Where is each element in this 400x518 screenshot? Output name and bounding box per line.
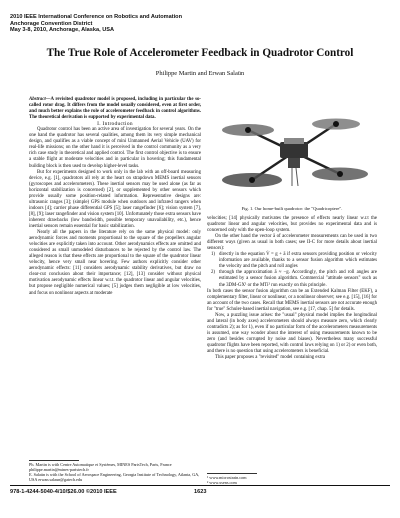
right-footnote-rule <box>207 473 257 474</box>
footnote-xsens: ² www.xsens.com <box>207 480 237 486</box>
header-line-2: Anchorage Convention District <box>10 20 93 27</box>
author-footnote-salaun: E. Salaün is with the School of Aerospace Engineering, Georgia Institute of Technology, Atlanta, GA, USA erwan.salaun@gatech.edu <box>29 472 200 483</box>
url-footnotes <box>207 475 377 485</box>
left-footnote-rule <box>29 460 79 461</box>
list-item-1 <box>207 252 377 270</box>
footnote-microstrain: ¹ www.microstrain.com <box>207 475 247 480</box>
right-paragraph-3: In both cases the sensor fusion algorithm can be an Extended Kalman Filter (EKF), a complementary filter, linear or nonlinear, or a nonlinear observer; see e.g. [15], [16] for an account of the two cases. Recall that MEMS inertial sensors are not accurate enough for "true" Schuler-based inertial navigation, see e.g. [17, chap. 5] for details. <box>207 288 377 312</box>
section-heading-introduction: I. Introduction <box>97 121 133 128</box>
right-paragraph-1: velocities; [14] physically motivates the presence of effects nearly linear w.r.t the quadrotor linear and angular velocities, but provides no experimental data and is concerned only with the open-loop system. <box>207 216 377 234</box>
right-column <box>207 216 377 361</box>
list-item-1-text: directly in the equation V̇ = g + ā if extra sensors providing position or velocity information are available, thanks to a sensor fusion algorithm which estimates the velocity and the pitch and roll angles <box>219 252 377 270</box>
list-item-2-text: through the approximation ā ≈ −g. Accordingly, the pitch and roll angles are estimated by a sensor fusion algorithm. Commercial "attitude sensors" such as the 3DM-GX¹ or the MTi² run exactly on this principle. <box>219 270 377 288</box>
page-number: 1623 <box>194 489 207 495</box>
intro-paragraph-2: But for experiments designed to work only in the lab with an off-board measuring device, e.g. [1], quadrotors all rely at the heart on strapdown MEMS inertial sensors (gyroscopes and accelerometers). These inertial sensors may be used alone (as far as horizontal stabilization is concerned) [2], or supplemented by other sensors which provide usually some position-related information. Representative designs are: ultrasonic ranges [3]; (simple) GPS module when outdoors and infrared rangers when indoors [4]; carrier phase differential GPS [5]; laser rangefinder [6]; vision system [7], [8], [9]; laser rangefinder and vision system [10]. Unfortunately those extra sensors have inherent drawbacks (low bandwidth, possible temporary unavailability, etc.), hence inertial sensors remain essential for basic stabilization. <box>29 169 201 229</box>
list-item-1-number: 1) <box>211 252 216 258</box>
right-paragraph-5: This paper proposes a "revisited" model containing extra <box>215 355 326 361</box>
right-paragraph-4: Now, a puzzling issue arises: the "usual" physical model implies the longitudinal and lateral (in body axes) accelerometers should always measure zero, which clearly contradicts 2); as for 1), even if no particular form of the accelerometers measurements is assumed, one way wonder about the interest of using measurements known to be zero (and besides corrupted by noise and biases). Nevertheless many successful quadrotor flights have been reported, with control laws relying on 1) or 2) or even both, and there is no question that using accelerometers is beneficial. <box>207 312 377 355</box>
figure-caption: Fig. 1. Our home-built quadrotor: the "Quadricoptere". <box>241 206 343 211</box>
abstract-text: A revisited quadrotor model is proposed, including in particular the so-called rotor drag. It differs from the model usually considered, even at first order, and much better explains the role of accelerometer feedback in control algorithms. The theoretical derivation is supported by experimental data. <box>29 97 201 121</box>
conference-header <box>10 14 182 34</box>
header-line-1: 2010 IEEE International Conference on Robotics and Automation <box>10 14 182 20</box>
footer-rule <box>10 485 390 486</box>
right-paragraph-2: On the other hand the vector ā of accelerometer measurements can be used in two different ways (given as usual in both cases; see II-C for more details about inertial sensors): <box>207 234 377 252</box>
paper-title: The True Role of Accelerometer Feedback in Quadrotor Control <box>46 47 354 59</box>
abstract-label: Abstract— <box>29 97 51 102</box>
footer-isbn: 978-1-4244-5040-4/10/$26.00 ©2010 IEEE <box>10 489 117 495</box>
abstract <box>29 97 201 121</box>
intro-paragraph-3: Nearly all the papers in the literature rely on the same physical model: only aerodynamic forces and moments proportional to the square of the propellers angular velocities are explicitly taken into account. Other aerodynamics effects are omitted and considered as small unmodeled disturbances to be rejected by the control law. The alleged reason is that these effects are proportional to the square of the quadrotor linear velocity, hence very small near hovering. Few authors explicitly consider other aerodynamic effects: [11] considers aerodynamic stability derivatives, but draw no clear-cut conclusion about their importance; [12], [13] consider without physical motivation aerodynamic effects linear w.r.t. the quadrotor linear and angular velocities, but propose negligible numerical values; [5] judges them negligible at low velocities, and focus on nonlinear aspects at moderate <box>29 230 201 296</box>
quadrotor-photo <box>208 94 376 202</box>
intro-paragraph-1: Quadrotor control has been an active area of investigation for several years. On the one hand the quadrotor has several qualities, among them its very simple mechanical design, and qualifies as a viable concept of mini Unmanned Aerial Vehicle (UAV) for real-life missions; on the other hand it is perceived in the control community as a very rich case study in theoretical and applied control. The first control objective is to ensure a stable flight at moderate velocities and in particular in hovering; this fundamental building block is then used to develop higher-level tasks. <box>29 127 201 169</box>
author-footnotes <box>29 462 201 482</box>
list-item-2 <box>207 270 377 288</box>
left-column <box>29 97 201 297</box>
paper-authors: Philippe Martin and Erwan Salaün <box>155 70 245 77</box>
author-footnote-martin: Ph. Martin is with Centre Automatique et Systèmes, MINES ParisTech, Paris, France philippe.martin@mines-paristech.fr <box>29 462 172 473</box>
list-item-2-number: 2) <box>211 270 216 276</box>
header-line-3: May 3-8, 2010, Anchorage, Alaska, USA <box>10 27 115 34</box>
